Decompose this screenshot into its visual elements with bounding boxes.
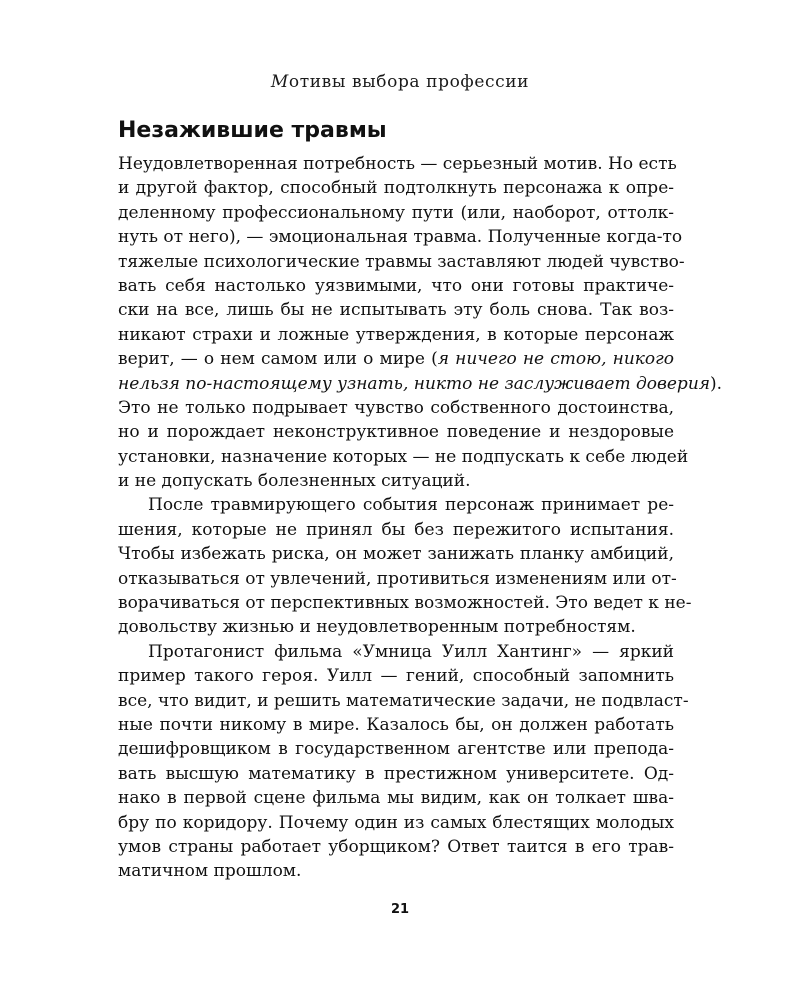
text-line: дешифровщиком в государственном агентстве или препода- [118, 739, 674, 760]
text-line: никают страхи и ложные утверждения, в которые персонаж [118, 324, 674, 345]
text-line: довольству жизнью и неудовлетворенным потребностям. [118, 617, 636, 638]
text-line: деленному профессиональному пути (или, наоборот, оттолк- [118, 202, 674, 223]
text-line: Неудовлетворенная потребность — серьезный мотив. Но есть [118, 154, 677, 174]
text-line: бру по коридору. Почему один из самых блестящих молодых [118, 812, 674, 833]
running-header-text: отивы выбора профессии [288, 72, 530, 92]
running-header [0, 72, 800, 92]
text-line: нуть от него), — эмоциональная травма. Полученные когда-то [118, 227, 683, 248]
text-line: все, что видит, и решить математические задачи, не подвласт- [118, 690, 689, 711]
text-line: После травмирующего события персонаж принимает ре- [148, 495, 674, 516]
text-line: установки, назначение которых — не подпускать к себе людей [118, 446, 689, 467]
text-line: и другой фактор, способный подтолкнуть персонажа к опре- [118, 178, 674, 199]
text-line-mixed [118, 347, 674, 371]
italic-text-run: я ничего не стою, никого [437, 349, 674, 370]
text-line: нако в первой сцене фильма мы видим, как он толкает шва- [118, 788, 674, 809]
text-line: и не допускать болезненных ситуаций. [118, 471, 471, 492]
text-run: ). [710, 373, 723, 394]
text-line: пример такого героя. Уилл — гений, способный запомнить [118, 666, 674, 687]
text-run: верит, — о нем самом или о мире ( [118, 349, 438, 370]
running-header-initial: М [270, 72, 289, 92]
italic-text-run: нельзя по-настоящему узнать, никто не заслуживает доверия [118, 373, 711, 394]
text-line: тяжелые психологические травмы заставляют людей чувство- [118, 251, 685, 272]
text-line-mixed [118, 372, 723, 396]
text-line: вать высшую математику в престижном университете. Од- [118, 763, 674, 784]
page-number: 21 [390, 902, 410, 917]
text-line: Это не только подрывает чувство собственного достоинства, [118, 397, 674, 418]
text-line: Протагонист фильма «Умница Уилл Хантинг» — яркий [148, 641, 674, 662]
text-line: ные почти никому в мире. Казалось бы, он должен работать [118, 714, 674, 735]
text-line: ски на все, лишь бы не испытывать эту боль снова. Так воз- [118, 300, 674, 321]
text-line: матичном прошлом. [118, 861, 302, 882]
text-line: умов страны работает уборщиком? Ответ таится в его трав- [118, 836, 674, 857]
text-line: но и порождает неконструктивное поведение и нездоровые [118, 422, 674, 443]
text-line: вать себя настолько уязвимыми, что они готовы практиче- [118, 275, 674, 296]
text-line: Чтобы избежать риска, он может занижать планку амбиций, [118, 544, 674, 565]
text-line: ворачиваться от перспективных возможностей. Это ведет к не- [118, 593, 692, 614]
text-line: шения, которые не принял бы без пережитого испытания. [118, 519, 674, 540]
text-line: отказываться от увлечений, противиться изменениям или от- [118, 568, 677, 589]
body-text [118, 152, 723, 884]
section-title: Незажившие травмы [118, 118, 387, 143]
